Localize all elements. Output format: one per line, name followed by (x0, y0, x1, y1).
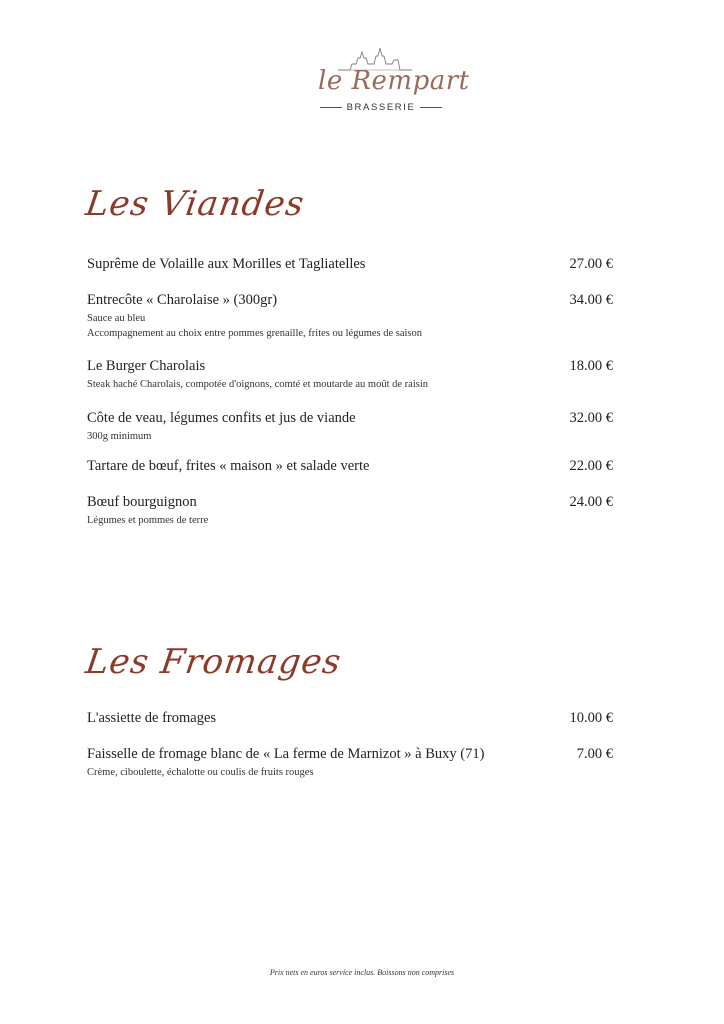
item-description: Steak haché Charolais, compotée d'oignons, comté et moutarde au moût de raisin (87, 379, 429, 390)
item-price: 34.00 € (569, 292, 613, 308)
menu-item (87, 710, 613, 727)
logo-divider-right (420, 107, 442, 108)
item-description: 300g minimum (87, 431, 152, 442)
menu-item (87, 458, 613, 475)
logo-script-text: le Rempart (318, 66, 470, 96)
item-price: 18.00 € (569, 358, 613, 374)
item-price: 7.00 € (576, 746, 613, 762)
item-price: 27.00 € (569, 256, 613, 272)
item-price: 22.00 € (569, 458, 613, 474)
menu-item (87, 256, 613, 273)
brand-logo (300, 44, 470, 124)
item-name: L'assiette de fromages (87, 710, 217, 726)
item-name: Le Burger Charolais (87, 358, 206, 374)
item-price: 10.00 € (569, 710, 613, 726)
item-price: 24.00 € (569, 494, 613, 510)
menu-item (87, 494, 613, 528)
logo-divider-left (320, 107, 342, 108)
item-name: Bœuf bourguignon (87, 494, 197, 510)
item-description: Crème, ciboulette, échalotte ou coulis de fruits rouges (87, 767, 314, 778)
item-description: Légumes et pommes de terre (87, 515, 209, 526)
logo-subtitle-text: BRASSERIE (346, 102, 416, 113)
section-title-fromages: Les Fromages (83, 642, 344, 682)
item-name: Faisselle de fromage blanc de « La ferme de Marnizot » à Buxy (71) (87, 746, 485, 762)
section-title-viandes: Les Viandes (83, 184, 308, 224)
item-name: Entrecôte « Charolaise » (300gr) (87, 292, 278, 308)
item-name: Tartare de bœuf, frites « maison » et salade verte (87, 458, 370, 474)
item-price: 32.00 € (569, 410, 613, 426)
item-name: Suprême de Volaille aux Morilles et Tagliatelles (87, 256, 366, 272)
item-description: Sauce au bleu (87, 313, 146, 324)
logo-subtitle (320, 102, 442, 113)
menu-item (87, 410, 613, 444)
menu-item (87, 292, 613, 341)
item-name: Côte de veau, légumes confits et jus de viande (87, 410, 356, 426)
footer-note: Prix nets en euros service inclus. Boissons non comprises (269, 968, 455, 977)
menu-item (87, 358, 613, 392)
item-description: Accompagnement au choix entre pommes grenaille, frites ou légumes de saison (87, 328, 423, 339)
menu-item (87, 746, 613, 780)
